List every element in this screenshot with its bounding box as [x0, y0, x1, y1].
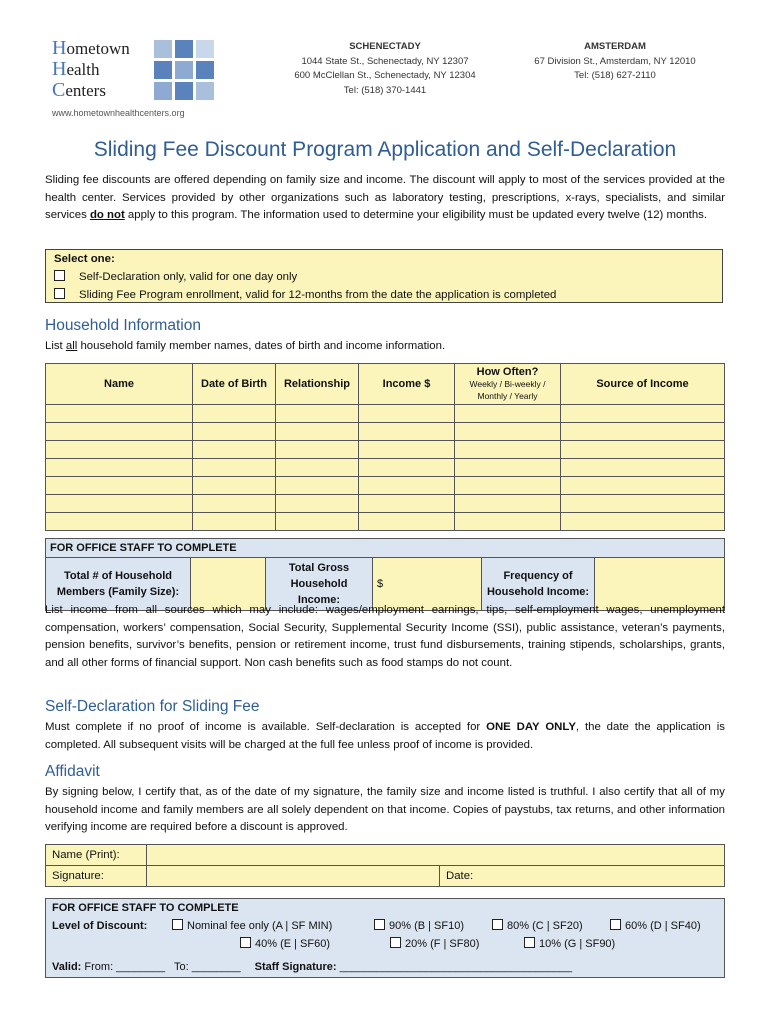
cell[interactable]: [46, 513, 193, 531]
household-table: [45, 363, 725, 531]
table-header-row: [46, 364, 725, 405]
col-dob: Date of Birth: [193, 364, 276, 405]
table-row[interactable]: [46, 495, 725, 513]
cell[interactable]: [193, 423, 276, 441]
cell[interactable]: [561, 477, 725, 495]
logo-word: enters: [65, 81, 106, 100]
phone-line: Tel: (518) 370-1441: [343, 84, 427, 96]
checkbox[interactable]: [390, 937, 401, 948]
how-often-label: How Often?: [476, 366, 539, 378]
address-amsterdam: [510, 40, 720, 84]
instr-text: household family member names, dates of birth and income information.: [77, 340, 446, 352]
address-line: 600 McClellan St., Schenectady, NY 12304: [294, 70, 476, 81]
cell[interactable]: [193, 405, 276, 423]
label-line: Household Income:: [290, 578, 348, 606]
col-source: Source of Income: [561, 364, 725, 405]
cell[interactable]: [561, 405, 725, 423]
label-line: Members (Family Size):: [56, 586, 180, 598]
cell[interactable]: [276, 495, 359, 513]
cell[interactable]: [359, 477, 455, 495]
cell[interactable]: [455, 477, 561, 495]
city-name: SCHENECTADY: [349, 41, 421, 52]
household-instructions: [45, 338, 725, 356]
option-label: Sliding Fee Program enrollment, valid for 12-months from the date the application is completed: [79, 289, 557, 301]
cell[interactable]: [276, 423, 359, 441]
cell[interactable]: [46, 459, 193, 477]
table-row[interactable]: [46, 459, 725, 477]
selfdecl-text: , the date the application is completed. All subsequent visits will be charged at the full fee unless proof of income is provided.: [45, 721, 725, 751]
date-label: Date:: [446, 870, 474, 882]
selfdecl-emphasis: ONE DAY ONLY: [486, 721, 576, 733]
cell[interactable]: [561, 441, 725, 459]
cell[interactable]: [359, 423, 455, 441]
checkbox[interactable]: [492, 919, 503, 930]
income-sources-paragraph: List income from all sources which may include: wages/employment earnings, tips, self-employment wages, unemployment compensation, workers’ compensation, Social Security, Supplemental Security Income (SSI), public assistance, veteran’s payments, pension benefits, survivor’s benefits, pension or retirement income, trust fund disbursements, training stipends, scholarships, grants, and all other forms of financial support. Non cash benefits such as food stamps do not count.: [45, 604, 725, 669]
household-heading: Household Information: [45, 317, 201, 334]
signature-field[interactable]: [147, 866, 440, 887]
label-line: Household Income:: [486, 586, 590, 598]
cell[interactable]: [455, 423, 561, 441]
name-print-field[interactable]: [147, 845, 725, 866]
valid-dates-row: [52, 961, 572, 973]
table-row[interactable]: [46, 423, 725, 441]
discount-option-a[interactable]: [172, 919, 332, 932]
logo-initial: H: [52, 58, 67, 80]
discount-option-g[interactable]: [524, 937, 615, 950]
option-label: Nominal fee only (A | SF MIN): [187, 920, 333, 932]
address-line: 1044 State St., Schenectady, NY 12307: [301, 55, 469, 67]
self-declaration-paragraph: [45, 719, 725, 754]
checkbox[interactable]: [54, 288, 65, 299]
office-heading: FOR OFFICE STAFF TO COMPLETE: [52, 902, 239, 914]
valid-label: Valid:: [52, 961, 82, 973]
address-line: 67 Division St., Amsterdam, NY 12010: [534, 55, 696, 67]
valid-from-field[interactable]: From: ________: [81, 961, 166, 973]
cell[interactable]: [359, 405, 455, 423]
how-often-sub: Weekly / Bi-weekly /: [469, 379, 546, 389]
office-heading: FOR OFFICE STAFF TO COMPLETE: [46, 539, 725, 558]
cell[interactable]: [455, 513, 561, 531]
cell[interactable]: [193, 459, 276, 477]
cell[interactable]: [276, 513, 359, 531]
self-declaration-heading: Self-Declaration for Sliding Fee: [45, 698, 260, 715]
checkbox[interactable]: [524, 937, 535, 948]
office-staff-discount-box: [45, 898, 725, 978]
logo-initial: H: [52, 37, 67, 59]
option-label: 10% (G | SF90): [539, 938, 616, 950]
intro-emphasis: do not: [89, 209, 125, 221]
label-line: Total # of Household: [64, 570, 172, 582]
cell[interactable]: [276, 477, 359, 495]
intro-text: Sliding fee discounts are offered depending on family size and income. The discount will apply to most of the services provided at the health center. Services provided by other organizations such as laboratory testing, prescriptions, x-rays, specialists, and similar services: [45, 174, 725, 221]
logo-word: ealth: [66, 60, 100, 79]
cell[interactable]: [455, 495, 561, 513]
intro-paragraph: [45, 172, 725, 225]
discount-option-c[interactable]: [492, 919, 583, 932]
cell[interactable]: [561, 459, 725, 477]
cell[interactable]: [46, 495, 193, 513]
cell[interactable]: [46, 477, 193, 495]
col-income: Income $: [359, 364, 455, 405]
col-name: Name: [46, 364, 193, 405]
table-row[interactable]: [46, 441, 725, 459]
logo-text: [52, 38, 130, 101]
cell[interactable]: [276, 441, 359, 459]
selfdecl-text: Must complete if no proof of income is available. Self-declaration is accepted for: [45, 721, 487, 733]
checkbox[interactable]: [374, 919, 385, 930]
option-sliding-fee-enrollment[interactable]: [54, 286, 714, 304]
label-line: Frequency of: [503, 570, 573, 582]
table-row[interactable]: [46, 513, 725, 531]
affidavit-signature-table: [45, 844, 725, 887]
option-label: 40% (E | SF60): [255, 938, 330, 950]
how-often-sub: Monthly / Yearly: [477, 391, 538, 401]
table-row[interactable]: [46, 405, 725, 423]
phone-line: Tel: (518) 627-2110: [574, 70, 656, 81]
cell[interactable]: [193, 441, 276, 459]
cell[interactable]: [193, 477, 276, 495]
date-field[interactable]: [440, 866, 725, 887]
option-self-declaration[interactable]: [54, 268, 714, 286]
logo-grid-icon: [154, 40, 218, 104]
option-label: 80% (C | SF20): [507, 920, 583, 932]
office-staff-table-household: [45, 538, 725, 611]
affidavit-heading: Affidavit: [45, 763, 100, 780]
cell[interactable]: [359, 495, 455, 513]
checkbox[interactable]: [610, 919, 621, 930]
checkbox[interactable]: [172, 919, 183, 930]
staff-signature-field[interactable]: ______________________________________: [336, 961, 573, 973]
instr-emphasis: all: [65, 340, 78, 352]
discount-option-b[interactable]: [374, 919, 464, 932]
checkbox[interactable]: [240, 937, 251, 948]
name-print-label: Name (Print):: [46, 845, 147, 866]
select-one-box: [45, 249, 723, 303]
cell[interactable]: [193, 495, 276, 513]
discount-option-f[interactable]: [390, 937, 479, 950]
intro-text: apply to this program. The information used to determine your eligibility must be updated every twelve (12) months.: [124, 209, 708, 221]
dollar-sign: $: [377, 578, 384, 590]
cell[interactable]: [46, 441, 193, 459]
logo-word: ometown: [66, 39, 130, 58]
page-title: Sliding Fee Discount Program Application and Self-Declaration: [93, 138, 677, 161]
label-line: Total Gross: [288, 562, 350, 574]
website-url[interactable]: www.hometownhealthcenters.org: [52, 108, 185, 118]
discount-option-d[interactable]: [610, 919, 701, 932]
select-heading: Select one:: [54, 253, 115, 265]
cell[interactable]: [561, 513, 725, 531]
cell[interactable]: [46, 405, 193, 423]
cell[interactable]: [359, 441, 455, 459]
cell[interactable]: [455, 441, 561, 459]
cell[interactable]: [359, 513, 455, 531]
level-of-discount-label: Level of Discount:: [52, 920, 148, 932]
option-label: 60% (D | SF40): [625, 920, 701, 932]
option-label: 90% (B | SF10): [389, 920, 464, 932]
col-how-often: [455, 364, 561, 405]
instr-text: List: [45, 340, 66, 352]
discount-option-e[interactable]: [240, 937, 330, 950]
option-label: Self-Declaration only, valid for one day only: [79, 271, 298, 283]
address-schenectady: [280, 40, 490, 98]
cell[interactable]: [46, 423, 193, 441]
cell[interactable]: [561, 495, 725, 513]
cell[interactable]: [455, 405, 561, 423]
cell[interactable]: [276, 405, 359, 423]
option-label: 20% (F | SF80): [405, 938, 480, 950]
signature-label: Signature:: [46, 866, 147, 887]
cell[interactable]: [455, 459, 561, 477]
logo-initial: C: [52, 79, 66, 101]
valid-to-field[interactable]: To: ________: [171, 961, 241, 973]
cell[interactable]: [193, 513, 276, 531]
staff-signature-label: Staff Signature:: [254, 961, 337, 973]
cell[interactable]: [359, 459, 455, 477]
checkbox[interactable]: [54, 270, 65, 281]
table-row[interactable]: [46, 477, 725, 495]
cell[interactable]: [276, 459, 359, 477]
city-name: AMSTERDAM: [584, 41, 646, 52]
col-relationship: Relationship: [276, 364, 359, 405]
cell[interactable]: [561, 423, 725, 441]
affidavit-paragraph: By signing below, I certify that, as of the date of my signature, the family size and income listed is truthful. I also certify that all of my household income and family members are all solely dependent on that income. Copies of paystubs, tax returns, and other information verifying income are required before a discount is approved.: [45, 786, 725, 833]
